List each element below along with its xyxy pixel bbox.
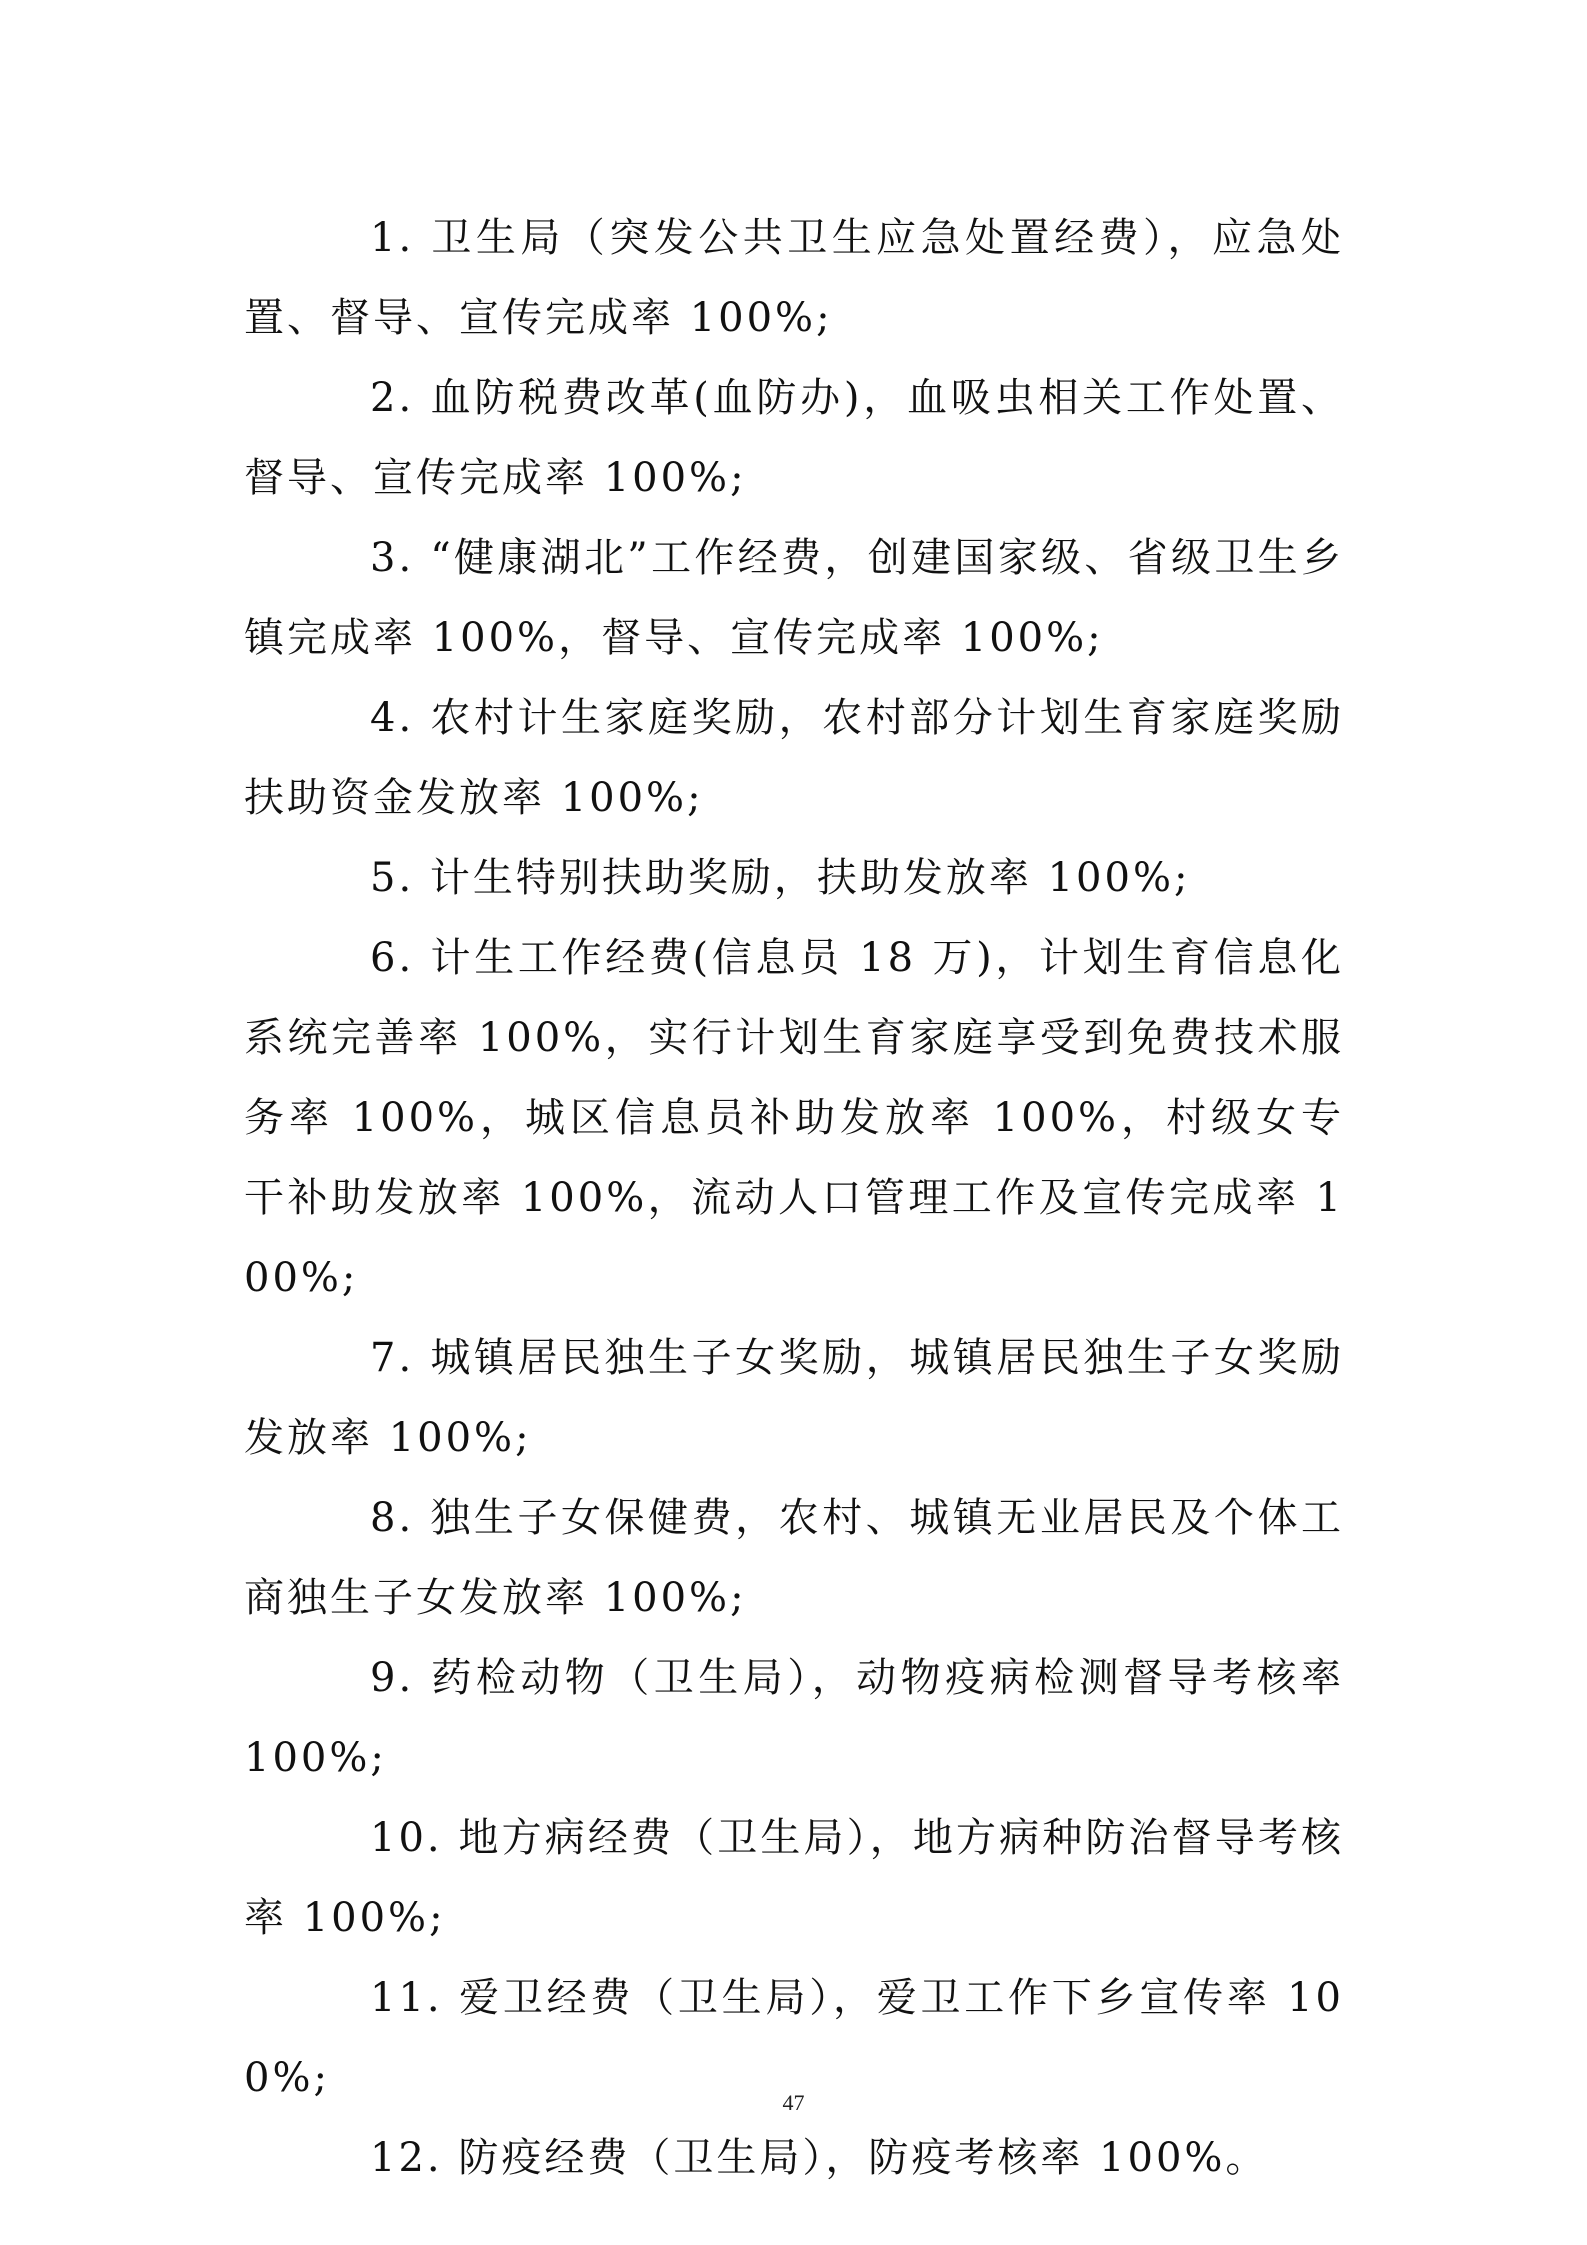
paragraph-9: 9. 药检动物（卫生局），动物疫病检测督导考核率 100%; <box>244 1655 1344 1781</box>
paragraph-2: 2. 血防税费改革(血防办)，血吸虫相关工作处置、督导、宣传完成率 100%; <box>244 375 1344 501</box>
paragraph-5: 5. 计生特别扶助奖励，扶助发放率 100%; <box>370 855 1191 901</box>
paragraph-4: 4. 农村计生家庭奖励，农村部分计划生育家庭奖励扶助资金发放率 100%; <box>244 695 1344 821</box>
page-number: 47 <box>782 2090 805 2115</box>
paragraph-6: 6. 计生工作经费(信息员 18 万)，计划生育信息化系统完善率 100%，实行计划生育家庭享受到免费技术服务率 100%，城区信息员补助发放率 100%，村级女专干补助发放率 100%，流动人口管理工作及宣传完成率 100%; <box>244 935 1344 1301</box>
paragraph-1: 1. 卫生局（突发公共卫生应急处置经费），应急处置、督导、宣传完成率 100%; <box>244 215 1344 341</box>
paragraph-11: 11. 爱卫经费（卫生局），爱卫工作下乡宣传率 100%; <box>244 1975 1344 2101</box>
paragraph-3: 3. “健康湖北”工作经费，创建国家级、省级卫生乡镇完成率 100%，督导、宣传完成率 100%; <box>244 535 1344 661</box>
paragraph-7: 7. 城镇居民独生子女奖励，城镇居民独生子女奖励发放率 100%; <box>244 1335 1344 1461</box>
paragraph-10: 10. 地方病经费（卫生局），地方病种防治督导考核率 100%; <box>244 1815 1344 1941</box>
document-body <box>244 198 1344 2198</box>
paragraph-12: 12. 防疫经费（卫生局），防疫考核率 100%。 <box>370 2135 1269 2181</box>
paragraph-8: 8. 独生子女保健费，农村、城镇无业居民及个体工商独生子女发放率 100%; <box>244 1495 1344 1621</box>
